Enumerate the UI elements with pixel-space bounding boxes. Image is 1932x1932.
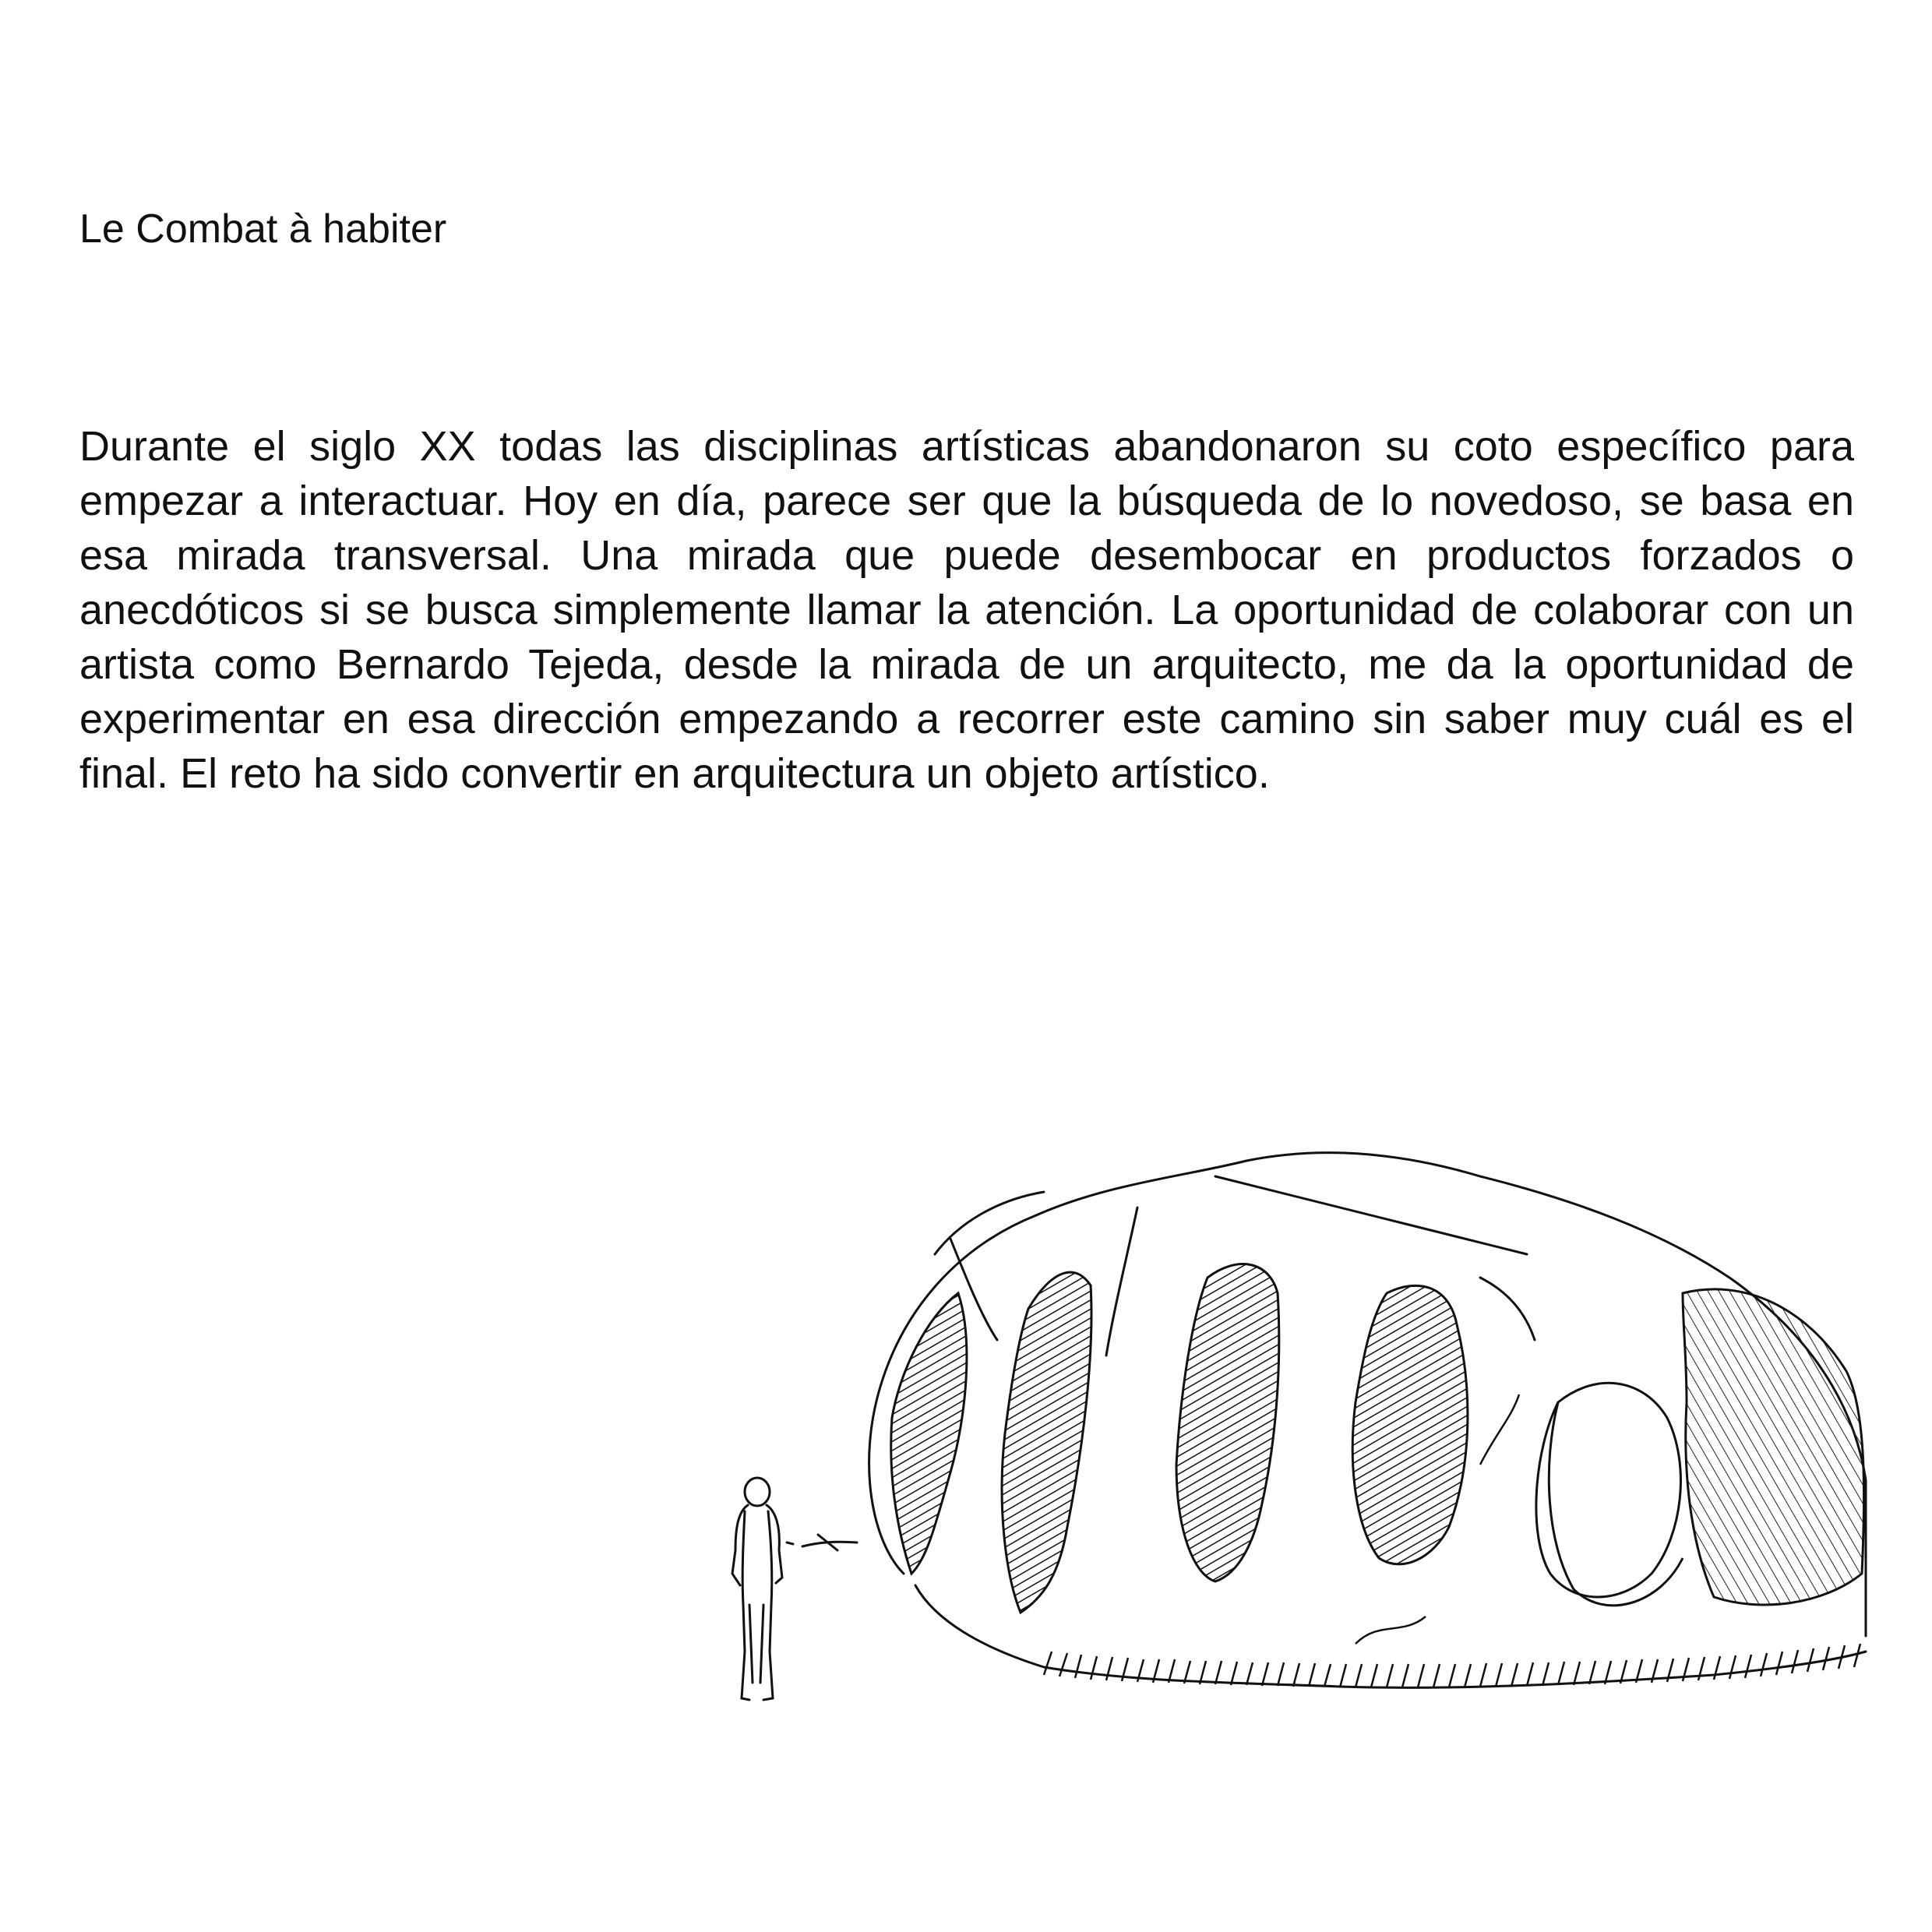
page-title: Le Combat à habiter [79, 206, 447, 252]
human-figure [732, 1478, 857, 1700]
dome-openings [891, 1264, 1864, 1613]
architectural-sketch [701, 1137, 1870, 1776]
sketch-drawing [701, 1137, 1870, 1776]
body-paragraph: Durante el siglo XX todas las disciplinas artísticas abandonaron su coto específico para empezar a interactuar. Hoy en día, parece ser que la búsqueda de lo novedoso, se basa en esa mirada transversal. Una mirada que puede desembocar en productos forzados o anecdóticos si se busca simplemente llamar la atención. La oportunidad de colaborar con un artista como Bernardo Tejeda, desde la mirada de un arquitecto, me da la oportunidad de experimentar en esa dirección empezando a recorrer este camino sin saber muy cuál es el final. El reto ha sido convertir en arquitectura un objeto artístico. [79, 423, 1854, 797]
